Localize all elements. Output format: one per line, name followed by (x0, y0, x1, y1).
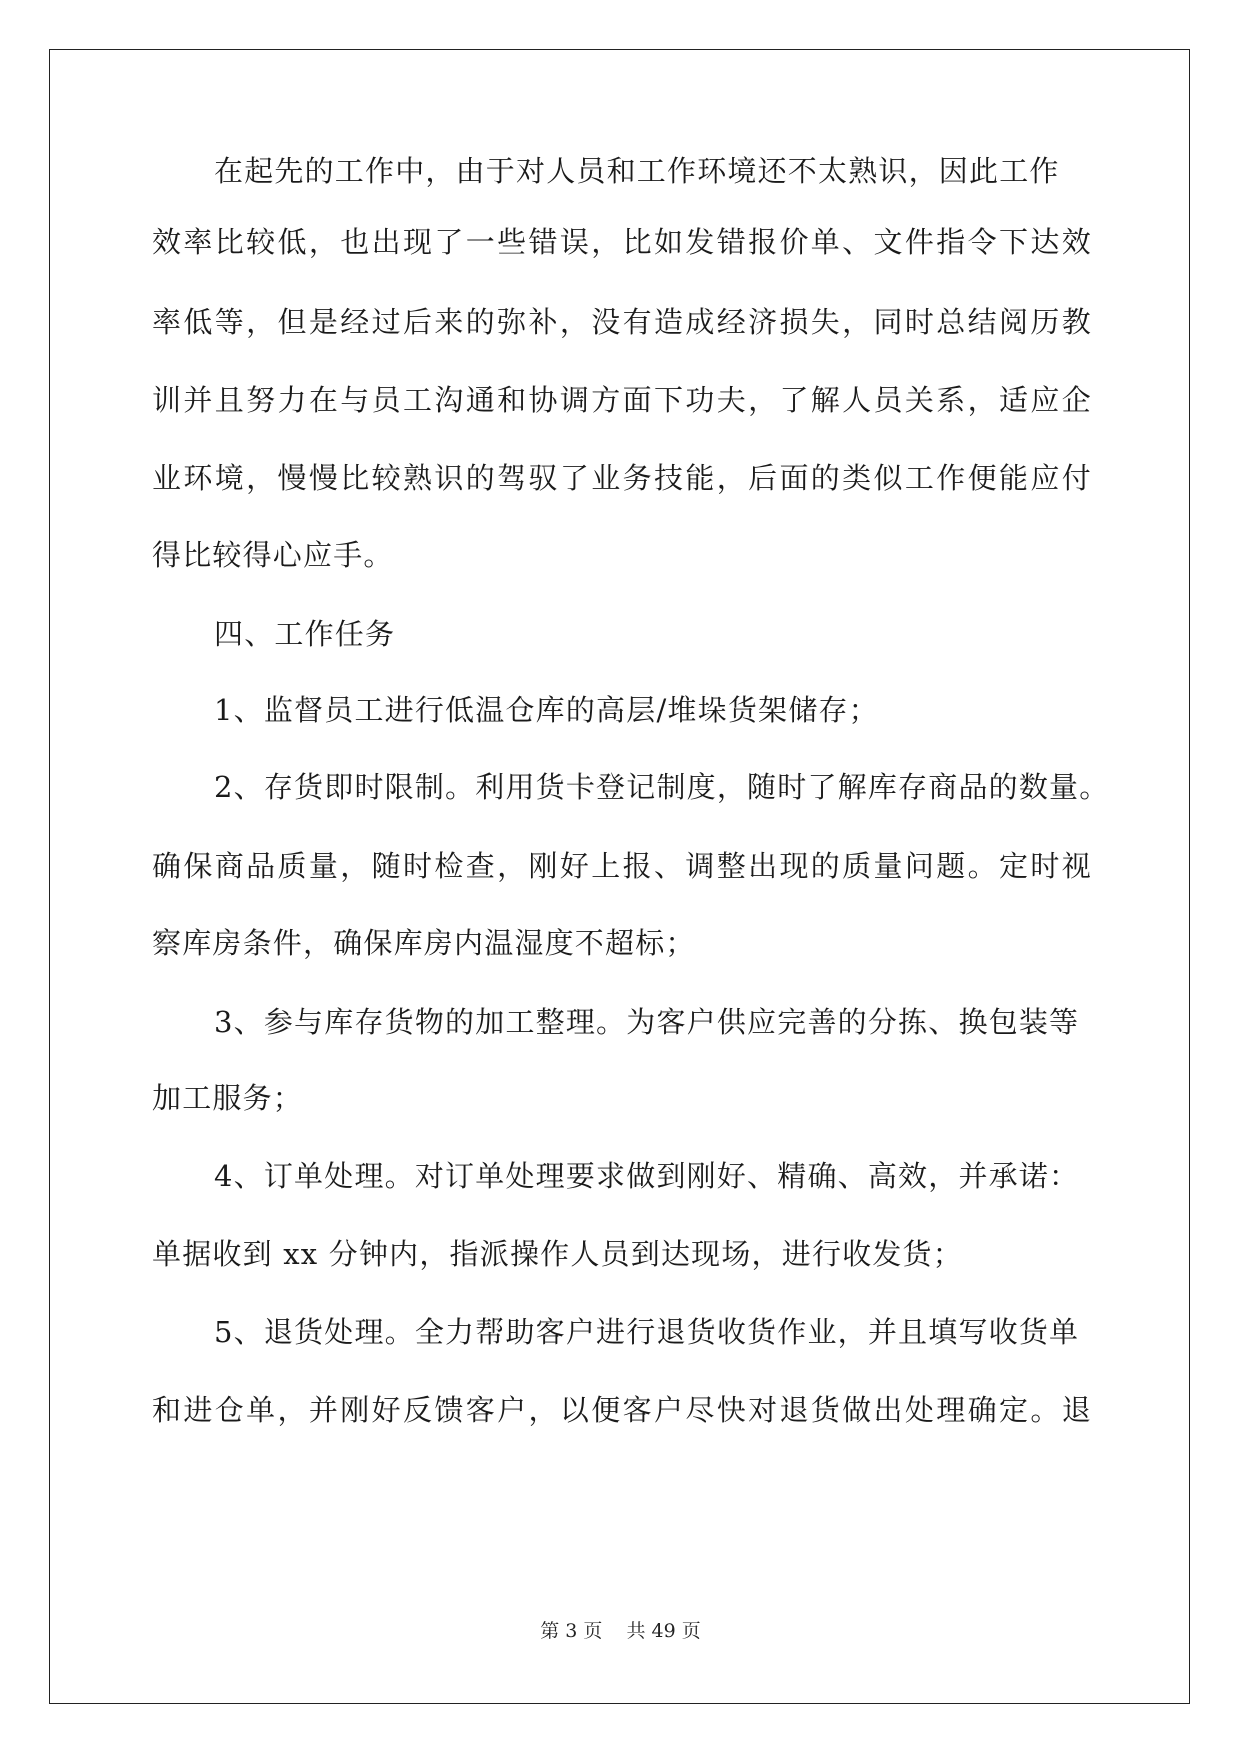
text-line: 单据收到 xx 分钟内，指派操作人员到达现场，进行收发货； (152, 1237, 963, 1271)
page-number-total: 共 49 页 (626, 1620, 701, 1642)
list-item: 1、监督员工进行低温仓库的高层/堆垛货架储存； (214, 693, 879, 727)
list-item: 2、存货即时限制。利用货卡登记制度，随时了解库存商品的数量。 (214, 770, 1110, 804)
text-line: 和进仓单，并刚好反馈客户，以便客户尽快对退货做出处理确定。退 (152, 1393, 1092, 1427)
list-item: 3、参与库存货物的加工整理。为客户供应完善的分拣、换包装等 (214, 1005, 1080, 1039)
list-item: 5、退货处理。全力帮助客户进行退货收货作业，并且填写收货单 (214, 1315, 1080, 1349)
text-line: 率低等，但是经过后来的弥补，没有造成经济损失，同时总结阅历教 (152, 305, 1092, 339)
page-footer (0, 1617, 1241, 1645)
section-heading: 四、工作任务 (214, 617, 396, 651)
text-line: 察库房条件，确保库房内温湿度不超标； (152, 926, 696, 960)
text-line: 在起先的工作中，由于对人员和工作环境还不太熟识，因此工作 (214, 154, 1060, 188)
text-line: 训并且努力在与员工沟通和协调方面下功夫，了解人员关系，适应企 (152, 383, 1092, 417)
text-line: 确保商品质量，随时检查，刚好上报、调整出现的质量问题。定时视 (152, 849, 1092, 883)
text-line: 业环境，慢慢比较熟识的驾驭了业务技能，后面的类似工作便能应付 (152, 461, 1092, 495)
list-item: 4、订单处理。对订单处理要求做到刚好、精确、高效，并承诺： (214, 1159, 1080, 1193)
text-line: 效率比较低，也出现了一些错误，比如发错报价单、文件指令下达效 (152, 225, 1092, 259)
page-number-current: 第 3 页 (540, 1620, 603, 1642)
text-line: 加工服务； (152, 1081, 304, 1115)
text-line: 得比较得心应手。 (152, 538, 394, 572)
